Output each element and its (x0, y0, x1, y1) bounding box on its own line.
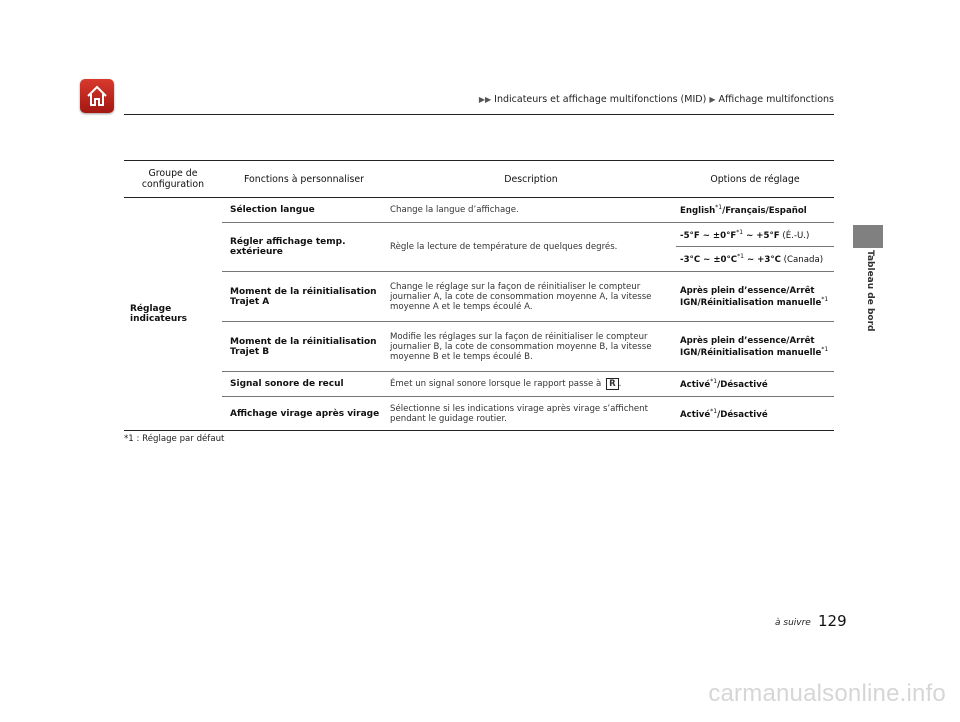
footnote-ref: *1 (821, 345, 829, 353)
header-function: Fonctions à personnaliser (222, 161, 386, 198)
function-description: Change la langue d’affichage. (386, 198, 676, 223)
option-default: -5°F ~ ±0°F (680, 230, 737, 241)
function-name: Sélection langue (222, 198, 386, 223)
chapter-tab-marker (853, 225, 883, 248)
footnote-ref: *1 (710, 378, 718, 386)
function-name: Affichage virage après virage (222, 397, 386, 431)
footnote-ref: *1 (737, 253, 744, 261)
option-values (676, 198, 834, 223)
option-region: (É.-U.) (779, 230, 810, 241)
option-default: Activé (680, 409, 711, 420)
option-default: Après plein d’essence/Arrêt IGN/Réinitialisation manuelle (680, 285, 822, 308)
breadcrumb (479, 94, 834, 105)
option-values (676, 372, 834, 397)
option-default: English (680, 205, 716, 216)
settings-table (124, 160, 834, 431)
reverse-gear-key-icon: R (606, 378, 619, 390)
header-options: Options de réglage (676, 161, 834, 198)
option-values (676, 322, 834, 372)
option-default: Après plein d’essence/Arrêt IGN/Réinitialisation manuelle (680, 335, 822, 358)
table-header-row (124, 161, 834, 198)
option-others: /Désactivé (717, 409, 768, 420)
footnote-ref: *1 (821, 295, 829, 303)
footnote-ref: *1 (715, 204, 723, 212)
option-others: ~ +5°F (743, 230, 780, 241)
function-name: Moment de la réinitialisation Trajet B (222, 322, 386, 372)
table-footnote: *1 : Réglage par défaut (124, 434, 225, 444)
function-name: Régler affichage temp. extérieure (222, 223, 386, 272)
breadcrumb-page[interactable]: Affichage multifonctions (718, 94, 834, 105)
function-description: Modifie les réglages sur la façon de réinitialiser le compteur journalier B, la cote de consommation moyenne B, la vitesse moyenne B et le temps écoulé B. (386, 322, 676, 372)
continued-label: à suivre (775, 618, 811, 628)
option-others: /Français/Español (722, 205, 807, 216)
table-row (124, 198, 834, 223)
function-name: Moment de la réinitialisation Trajet A (222, 272, 386, 322)
chapter-tab-label: Tableau de bord (865, 250, 875, 332)
breadcrumb-arrow-icon: ▶▶ (478, 95, 492, 104)
table-row (124, 272, 834, 322)
function-description (386, 372, 676, 397)
option-values (676, 272, 834, 322)
option-values (676, 223, 834, 247)
table-row (124, 223, 834, 247)
breadcrumb-arrow-icon: ▶ (709, 95, 716, 104)
description-text: Émet un signal sonore lorsque le rapport passe à (390, 379, 602, 389)
header-divider (124, 114, 834, 115)
function-description: Règle la lecture de température de quelques degrés. (386, 223, 676, 272)
table-row (124, 372, 834, 397)
option-default: -3°C ~ ±0°C (680, 254, 738, 265)
header-description: Description (386, 161, 676, 198)
option-values (676, 397, 834, 431)
function-description: Change le réglage sur la façon de réinitialiser le compteur journalier A, la cote de consommation moyenne A, la vitesse moyenne A et le temps écoulé A. (386, 272, 676, 322)
option-values (676, 247, 834, 272)
option-others: ~ +3°C (743, 254, 781, 265)
option-others: /Désactivé (717, 379, 768, 390)
function-name: Signal sonore de recul (222, 372, 386, 397)
description-end: . (618, 379, 622, 389)
home-icon (85, 84, 109, 108)
function-description: Sélectionne si les indications virage après virage s’affichent pendant le guidage routier. (386, 397, 676, 431)
table-row (124, 322, 834, 372)
home-button[interactable] (80, 79, 114, 113)
watermark: carmanualsonline.info (708, 680, 946, 707)
option-region: (Canada) (780, 254, 824, 265)
footnote-ref: *1 (736, 228, 744, 236)
group-label: Réglage indicateurs (124, 198, 222, 431)
option-default: Activé (680, 379, 711, 390)
breadcrumb-section[interactable]: Indicateurs et affichage multifonctions (MID) (494, 94, 707, 105)
footnote-ref: *1 (710, 407, 718, 415)
table-row (124, 397, 834, 431)
header-group: Groupe de configuration (124, 161, 222, 198)
page-number: 129 (818, 612, 847, 630)
